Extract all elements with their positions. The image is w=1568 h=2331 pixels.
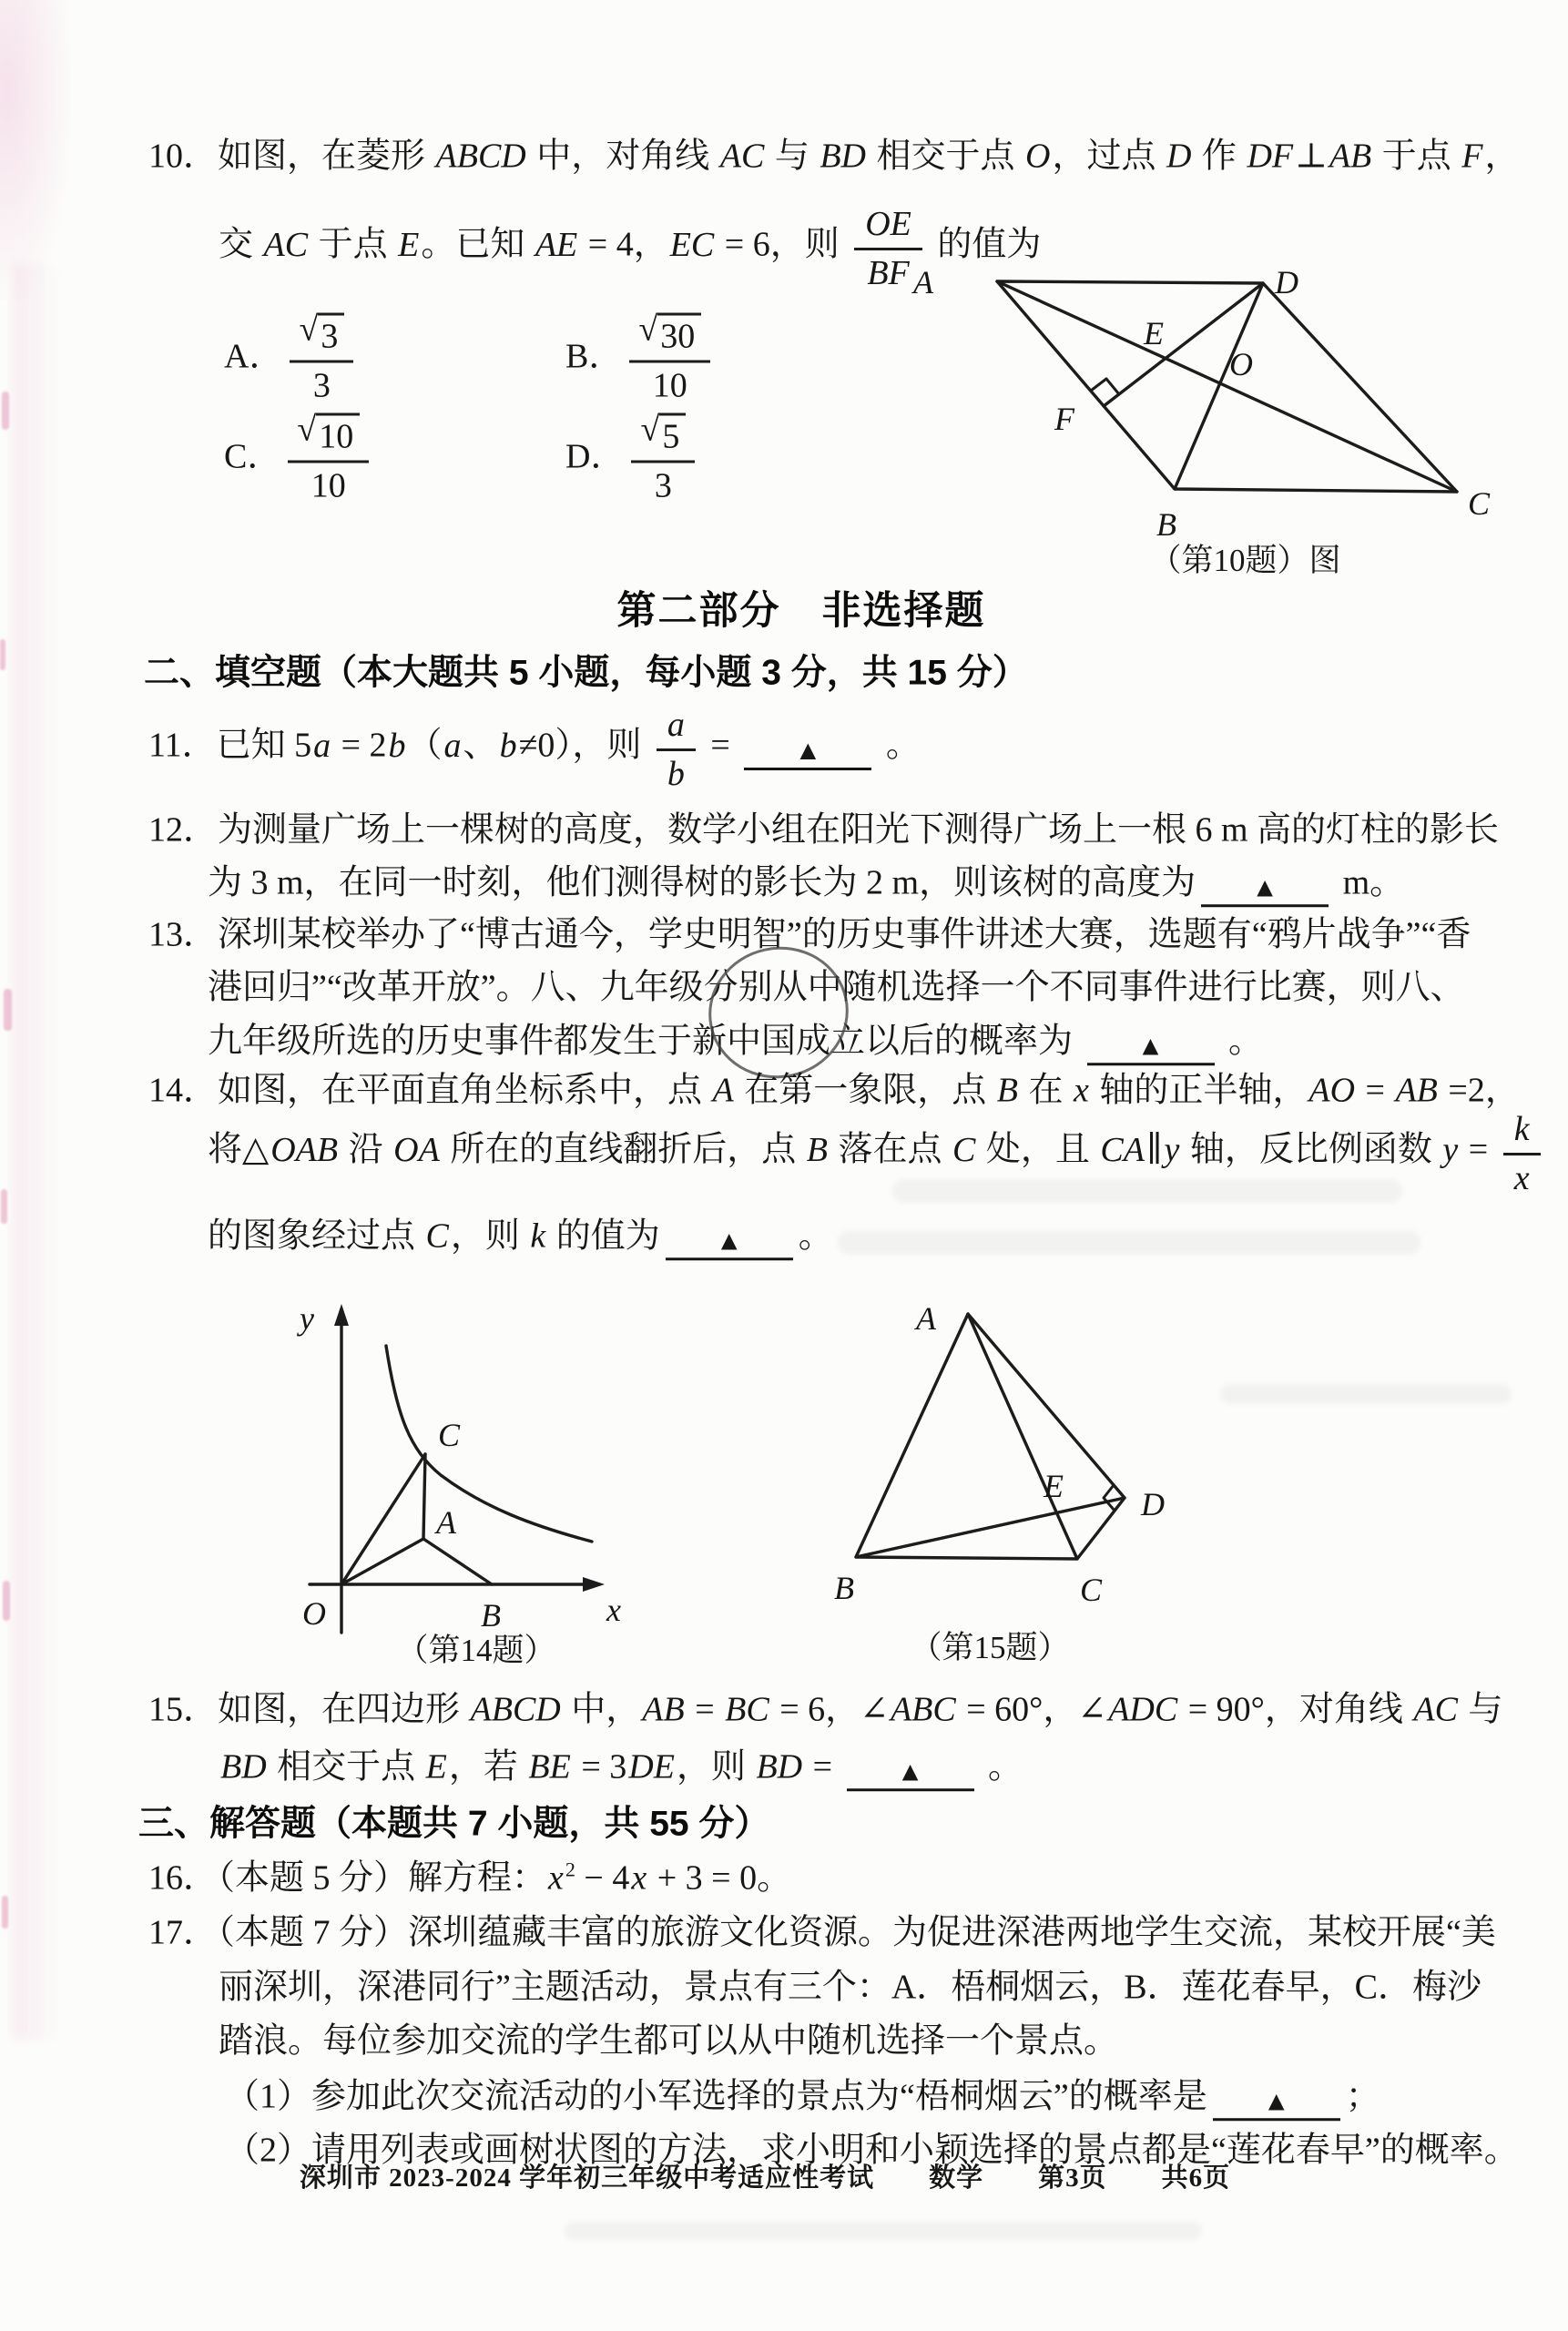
point-label-D: D bbox=[1141, 1486, 1165, 1522]
scan-speck bbox=[1, 1189, 7, 1224]
scan-speck bbox=[2, 1896, 8, 1929]
point-label-A: A bbox=[916, 1300, 936, 1337]
diagonal-AC bbox=[968, 1314, 1077, 1559]
q17-line-3: 踏浪。每位参加交流的学生都可以从中随机选择一个景点。 bbox=[219, 2021, 1119, 2061]
point-label-A: A bbox=[436, 1504, 456, 1541]
point-label-D: D bbox=[1275, 264, 1298, 300]
axis-label-y: y bbox=[300, 1300, 314, 1337]
q17-line-2: 丽深圳，深港同行”主题活动，景点有三个：A．梧桐烟云，B．莲花春早，C．梅沙 bbox=[219, 1968, 1482, 2007]
q16-line-1: 16．（本题 5 分）解方程：$x^2 - 4x + 3 = 0$。 bbox=[148, 1858, 792, 1898]
segment-DF bbox=[1104, 283, 1263, 406]
scan-speck bbox=[0, 639, 5, 670]
q10-line-2: 交 AC 于点 E。已知 AE = 4，EC = 6，则 $\frac{OE}{BF}$ 的值为 bbox=[219, 205, 1042, 292]
bleed-through-ghost bbox=[838, 1231, 1420, 1255]
right-angle-mark-D bbox=[1104, 1485, 1115, 1511]
answer-section-header: 三、解答题（本题共 7 小题，共 55 分） bbox=[138, 1804, 770, 1844]
point-label-B: B bbox=[1156, 506, 1176, 543]
point-label-C: C bbox=[438, 1417, 461, 1453]
right-angle-mark-F bbox=[1091, 379, 1119, 394]
y-axis-arrow bbox=[334, 1304, 349, 1326]
segment-OC bbox=[341, 1454, 425, 1584]
q12-line-1: 12．为测量广场上一棵树的高度，数学小组在阳光下测得广场上一根 6 m 高的灯柱的影长 bbox=[148, 810, 1500, 850]
q10-option-c: C． √ 10 10 bbox=[224, 412, 375, 504]
diagonal-AC bbox=[997, 281, 1457, 492]
point-label-C: C bbox=[1080, 1572, 1103, 1608]
scan-speck bbox=[4, 989, 12, 1031]
scan-pink-edge bbox=[13, 264, 60, 2040]
handwritten-circle-annotation bbox=[697, 934, 861, 1092]
q14-figure-caption: （第14题） bbox=[396, 1633, 556, 1668]
q13-line-3: 九年级所选的历史事件都发生于新中国成立以后的概率为 ▲ 。 bbox=[208, 1020, 1263, 1064]
hyperbola-curve bbox=[386, 1346, 592, 1542]
segment-OA bbox=[341, 1539, 423, 1584]
point-label-O: O bbox=[302, 1595, 326, 1632]
q10-option-a: A． √ 3 3 bbox=[224, 311, 360, 403]
q14-line-1: 14．如图，在平面直角坐标系中，点 A 在第一象限，点 B 在 x 轴的正半轴，AO = AB =2， bbox=[148, 1071, 1520, 1110]
point-label-F: F bbox=[1054, 401, 1074, 437]
segment-CA bbox=[423, 1454, 425, 1539]
q14-line-3: 的图象经过点 C，则 k 的值为 ▲ 。 bbox=[208, 1215, 833, 1258]
q13-line-2: 港回归”“改革开放”。八、九年级分别从中随机选择一个不同事件进行比赛，则八、 bbox=[208, 968, 1465, 1007]
bleed-through-ghost bbox=[1220, 1384, 1512, 1404]
q14-line-2: 将△OAB 沿 OA 所在的直线翻折后，点 B 落在点 C 处，且 CA∥y 轴，反比例函数 y = $\frac{k}{x}$ bbox=[208, 1110, 1547, 1196]
page-footer: 深圳市 2023-2024 学年初三年级中考适应性考试 数学 第3页 共6页 bbox=[299, 2163, 1231, 2193]
quadrilateral-outline bbox=[856, 1314, 1125, 1559]
point-label-O: O bbox=[1229, 346, 1253, 382]
bleed-through-ghost bbox=[565, 2222, 1202, 2240]
segment-AB bbox=[423, 1539, 492, 1584]
q10-option-d: D． √ 5 3 bbox=[565, 412, 701, 504]
q17-subquestion-2: （2）请用列表或画树状图的方法，求小明和小颖选择的景点都是“莲花春早”的概率。 bbox=[225, 2131, 1519, 2170]
point-label-E: E bbox=[1044, 1468, 1064, 1504]
q15-figure-quadrilateral bbox=[820, 1293, 1238, 1662]
point-label-B: B bbox=[481, 1597, 501, 1634]
point-label-B: B bbox=[834, 1570, 854, 1606]
q15-line-1: 15．如图，在四边形 ABCD 中，AB = BC = 6，∠ABC = 60°，∠ADC = 90°，对角线 AC 与 bbox=[148, 1690, 1503, 1729]
q15-line-2: BD 相交于点 E，若 BE = 3DE，则 BD = ▲ 。 bbox=[219, 1746, 1023, 1789]
scan-speck bbox=[2, 392, 9, 430]
part2-title: 第二部分 非选择题 bbox=[616, 589, 986, 634]
q14-figure-graph bbox=[291, 1298, 656, 1666]
q10-line-1: 10．如图，在菱形 ABCD 中，对角线 AC 与 BD 相交于点 O，过点 D 作 DF⊥AB 于点 F， bbox=[148, 137, 1520, 176]
q10-option-b: B． √ 30 10 bbox=[565, 311, 717, 403]
q12-line-2: 为 3 m，在同一时刻，他们测得树的影长为 2 m，则该树的高度为 ▲ m。 bbox=[208, 861, 1404, 905]
point-label-A: A bbox=[913, 264, 933, 300]
fill-in-section-header: 二、填空题（本大题共 5 小题，每小题 3 分，共 15 分） bbox=[144, 653, 1028, 693]
axis-label-x: x bbox=[606, 1592, 621, 1628]
q11-line-1: 11．已知 5a = 2b（a、b≠0），则 $\frac{a}{b}$ = ▲ 。 bbox=[148, 706, 921, 793]
q17-subquestion-1: （1）参加此次交流活动的小军选择的景点为“梧桐烟云”的概率是 ▲ ； bbox=[225, 2075, 1380, 2119]
scan-speck bbox=[3, 1581, 10, 1621]
point-label-C: C bbox=[1468, 485, 1491, 522]
q17-line-1: 17．（本题 7 分）深圳蕴藏丰富的旅游文化资源。为促进深港两地学生交流，某校开展“美 bbox=[148, 1913, 1496, 1952]
q10-figure-caption: （第10题）图 bbox=[1149, 543, 1341, 578]
q13-line-1: 13．深圳某校举办了“博古通今，学史明智”的历史事件讲述大赛，选题有“鸦片战争”“香 bbox=[148, 915, 1471, 954]
diagonal-BD bbox=[1175, 283, 1263, 489]
q15-figure-caption: （第15题） bbox=[910, 1630, 1070, 1665]
x-axis-arrow bbox=[583, 1577, 605, 1592]
scan-pink-smudge bbox=[0, 0, 71, 300]
point-label-E: E bbox=[1144, 315, 1164, 351]
